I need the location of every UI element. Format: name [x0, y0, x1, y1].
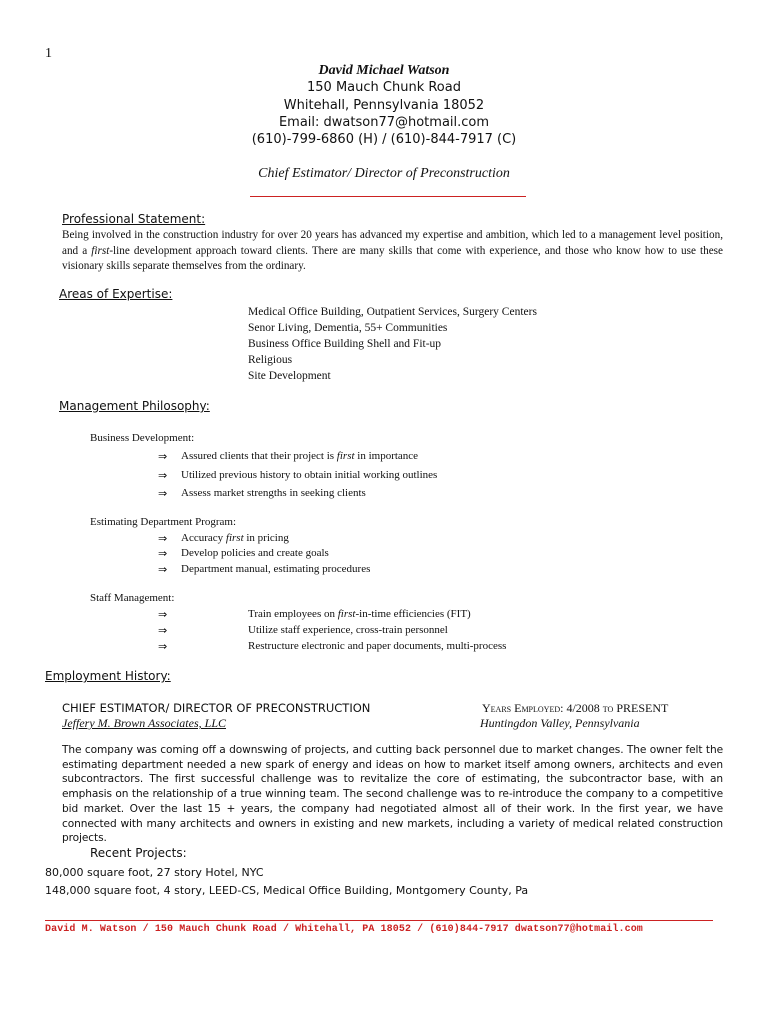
- arrow-bullet-icon: ⇒: [158, 640, 168, 653]
- bullet-item: [248, 608, 471, 620]
- email-line: Email: dwatson77@hotmail.com: [278, 115, 490, 130]
- company-location: Huntingdon Valley, Pennsylvania: [480, 716, 640, 730]
- bullet-item: Utilize staff experience, cross-train personnel: [248, 624, 448, 636]
- management-philosophy-heading: Management Philosophy:: [59, 399, 210, 413]
- phone-line: (610)-799-6860 (H) / (610)-844-7917 (C): [251, 132, 517, 147]
- staff-management-heading: Staff Management:: [90, 592, 175, 604]
- years-to: PRESENT: [613, 701, 669, 715]
- bullet-text: in importance: [354, 450, 419, 462]
- bullet-text-emphasis: first: [337, 608, 356, 620]
- years-label: Years Employed: [482, 701, 561, 715]
- candidate-name: David Michael Watson: [318, 63, 450, 78]
- ps-text-end: -line development approach toward clients. There are many skills that come with experience, and those who know how to use these visionary skills separate themselves from the ordinary.: [62, 244, 723, 273]
- address-line-1: 150 Mauch Chunk Road: [307, 80, 461, 95]
- footer-divider: [45, 920, 713, 921]
- years-employed: [482, 701, 668, 716]
- expertise-item: Religious: [248, 354, 293, 366]
- ps-text-start: Being involved in the construction industry for over 20 years has advanced my expertise and ambition, which led to a management level position, and a: [62, 229, 723, 257]
- arrow-bullet-icon: ⇒: [158, 563, 168, 576]
- estimating-program-heading: Estimating Department Program:: [90, 516, 237, 528]
- bullet-item: Restructure electronic and paper documents, multi-process: [248, 640, 507, 652]
- years-from: : 4/2008: [560, 701, 603, 715]
- arrow-bullet-icon: ⇒: [158, 608, 168, 621]
- position-title: CHIEF ESTIMATOR/ DIRECTOR OF PRECONSTRUCTION: [62, 701, 371, 715]
- bullet-text-emphasis: first: [225, 532, 244, 544]
- recent-projects-heading: Recent Projects:: [90, 846, 187, 860]
- professional-statement-text: [62, 228, 723, 275]
- years-to-word: to: [602, 701, 614, 715]
- arrow-bullet-icon: ⇒: [158, 547, 168, 560]
- arrow-bullet-icon: ⇒: [158, 624, 168, 637]
- bullet-text-emphasis: first: [336, 450, 355, 462]
- bullet-item: Assess market strengths in seeking clients: [181, 487, 366, 499]
- expertise-item: Senor Living, Dementia, 55+ Communities: [248, 322, 448, 334]
- bullet-item: Develop policies and create goals: [181, 547, 329, 559]
- company-name: Jeffery M. Brown Associates, LLC: [62, 716, 226, 730]
- bullet-text: -in-time efficiencies (FIT): [355, 608, 471, 620]
- recent-project-item: 80,000 square foot, 27 story Hotel, NYC: [45, 866, 264, 879]
- arrow-bullet-icon: ⇒: [158, 469, 168, 482]
- title-divider: [250, 196, 526, 197]
- expertise-item: Business Office Building Shell and Fit-up: [248, 338, 442, 350]
- address-line-2: Whitehall, Pennsylvania 18052: [283, 98, 485, 113]
- bullet-text: Train employees on: [248, 608, 338, 620]
- bullet-text: Assured clients that their project is: [181, 450, 337, 462]
- arrow-bullet-icon: ⇒: [158, 532, 168, 545]
- arrow-bullet-icon: ⇒: [158, 450, 168, 463]
- bullet-item: Utilized previous history to obtain initial working outlines: [181, 469, 438, 481]
- arrow-bullet-icon: ⇒: [158, 487, 168, 500]
- expertise-item: Site Development: [248, 370, 331, 382]
- bullet-item: Department manual, estimating procedures: [181, 563, 371, 575]
- bullet-text: Accuracy: [181, 532, 226, 544]
- job-title: Chief Estimator/ Director of Preconstruction: [258, 166, 510, 181]
- business-development-heading: Business Development:: [90, 432, 195, 444]
- expertise-item: Medical Office Building, Outpatient Services, Surgery Centers: [248, 306, 537, 318]
- ps-text-emphasis: first: [91, 244, 110, 257]
- page-footer: David M. Watson / 150 Mauch Chunk Road / Whitehall, PA 18052 / (610)844-7917 dwatson77@hotmail.com: [45, 924, 643, 935]
- bullet-text: in pricing: [243, 532, 289, 544]
- professional-statement-heading: Professional Statement:: [62, 212, 206, 226]
- bullet-item: [181, 450, 418, 462]
- page-number: 1: [45, 46, 52, 61]
- recent-project-item: 148,000 square foot, 4 story, LEED-CS, Medical Office Building, Montgomery County, Pa: [45, 884, 529, 897]
- employment-description: The company was coming off a downswing of projects, and cutting back personnel due to market changes. The owner felt the estimating department needed a new spark of energy and ideas on how to market itself among owners, architects and even subcontractors. The first successful challenge was to revitalize the core of estimating, the subcontractor base, with an emphasis on the relationship of a true winning team. The second challenge was to re-introduce the company to a competitive bid market. Over the last 15 + years, the company had negotiated almost all of their work. In the first year, we have connected with many architects and owners in existing and new markets, including a variety of medical related construction projects.: [62, 744, 723, 845]
- employment-history-heading: Employment History:: [45, 669, 171, 683]
- bullet-item: [181, 532, 289, 544]
- areas-of-expertise-heading: Areas of Expertise:: [59, 287, 173, 301]
